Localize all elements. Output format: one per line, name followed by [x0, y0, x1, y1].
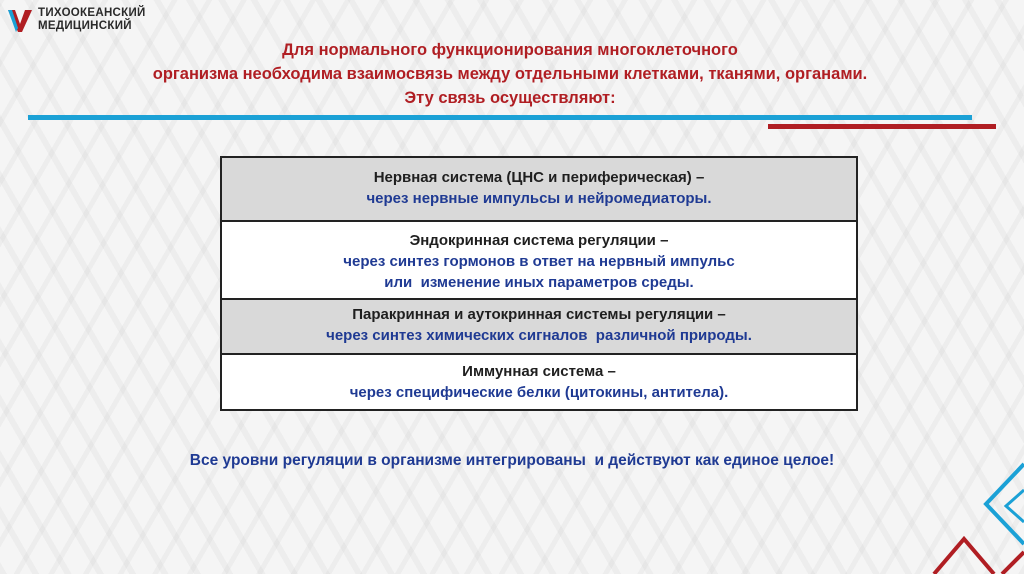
- logo-text: [38, 7, 146, 33]
- slide-heading: [60, 38, 960, 110]
- table-row-endocrine: [222, 220, 856, 298]
- logo-line-1: ТИХООКЕАНСКИЙ: [38, 7, 146, 19]
- table-row-immune: [222, 353, 856, 409]
- row-description: через синтез химических сигналов различной природы.: [326, 327, 752, 344]
- red-divider: [768, 124, 996, 129]
- row-title: Нервная система (ЦНС и периферическая) –: [373, 169, 705, 186]
- heading-line-3: Эту связь осуществляют:: [404, 89, 616, 107]
- table-row-paracrine: [222, 298, 856, 353]
- conclusion-text: Все уровни регуляции в организме интегрированы и действуют как единое целое!: [189, 452, 835, 469]
- row-title: Иммунная система –: [462, 363, 616, 380]
- row-description: или изменение иных параметров среды.: [384, 274, 694, 291]
- university-logo: [6, 6, 146, 34]
- row-description: через нервные импульсы и нейромедиаторы.: [366, 190, 712, 207]
- heading-line-1: Для нормального функционирования многоклеточного: [282, 41, 738, 59]
- row-description: через специфические белки (цитокины, антитела).: [349, 384, 729, 401]
- blue-divider: [28, 115, 972, 120]
- row-title: Паракринная и аутокринная системы регуляции –: [352, 306, 726, 323]
- university-logo-icon: [6, 6, 34, 34]
- regulation-systems-table: [220, 156, 858, 411]
- row-description: через синтез гормонов в ответ на нервный импульс: [343, 253, 735, 270]
- row-title: Эндокринная система регуляции –: [409, 232, 669, 249]
- corner-decoration-icon: [914, 444, 1024, 574]
- table-row-nervous: [222, 158, 856, 220]
- logo-line-2: МЕДИЦИНСКИЙ: [38, 20, 132, 32]
- heading-line-2: организма необходима взаимосвязь между отдельными клетками, тканями, органами.: [152, 65, 868, 83]
